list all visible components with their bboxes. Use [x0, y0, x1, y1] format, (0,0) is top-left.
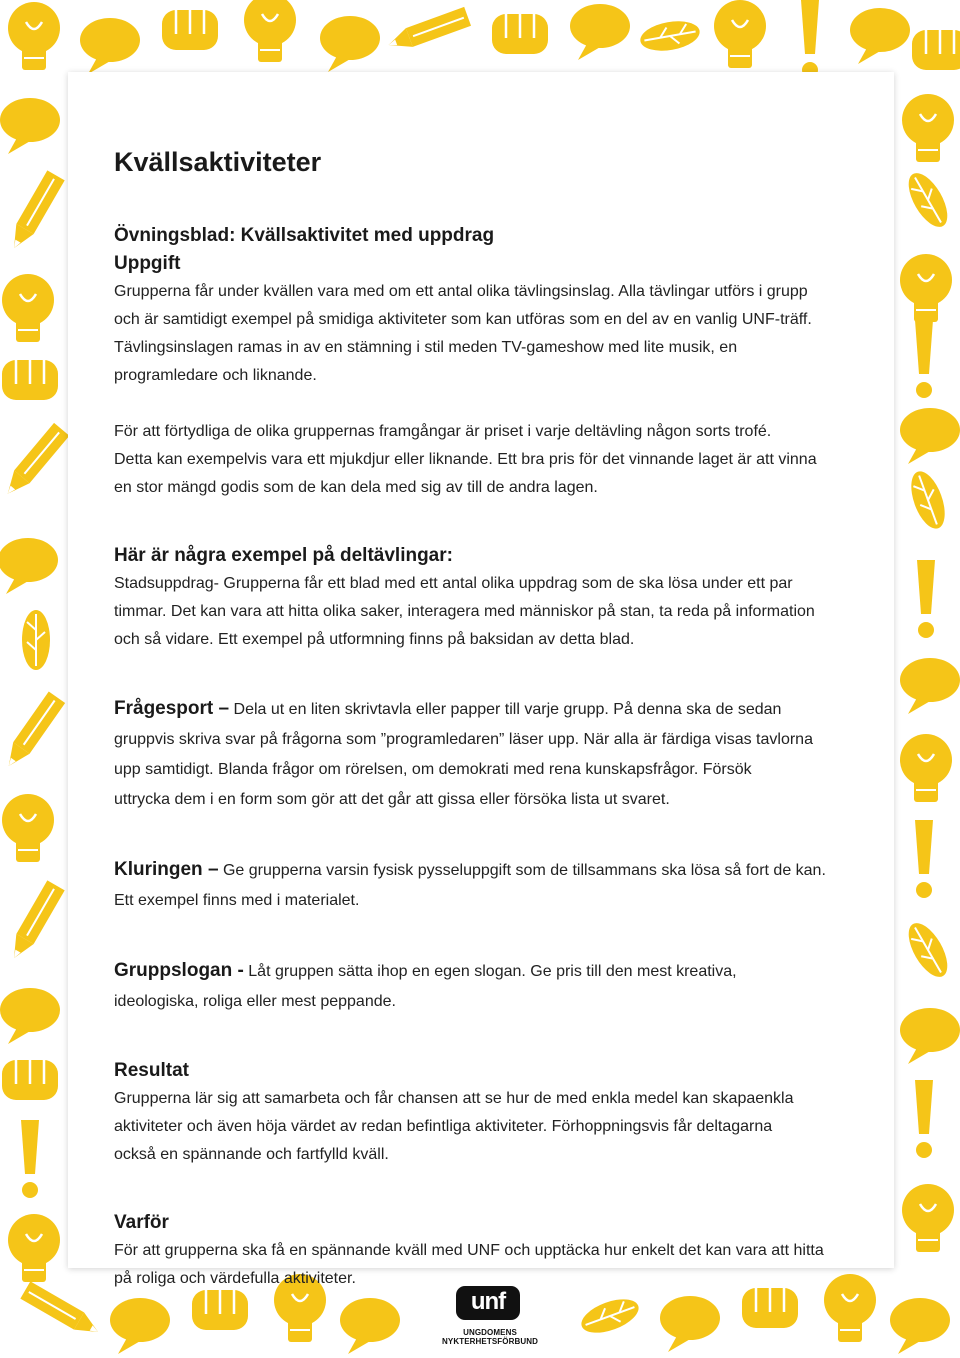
why-line: på roliga och värdefulla aktiviteter.: [114, 1270, 356, 1287]
result-heading: Resultat: [114, 1060, 189, 1081]
stadsuppdrag-line: timmar. Det kan vara att hitta olika saker, interagera med människor på stan, ta reda på information: [114, 603, 815, 620]
prize-line: Detta kan exempelvis vara ett mjukdjur eller liknande. Ett bra pris för det vinnande laget är att vinna: [114, 451, 817, 468]
kluringen-label: Kluringen –: [114, 859, 219, 880]
fragesport-line: upp samtidigt. Blanda frågor om rörelsen, om demokrati med rena kunskapsfrågor. Försök: [114, 761, 752, 778]
gruppslogan-first-line: Låt gruppen sätta ihop en egen slogan. Ge pris till den mest kreativa,: [243, 963, 737, 980]
kluringen-first-line: Ge grupperna varsin fysisk pysseluppgift som de tillsammans ska lösa så fort de kan.: [218, 862, 826, 879]
stadsuppdrag-line: och så vidare. Ett exempel på utformning finns på baksidan av detta blad.: [114, 631, 635, 648]
kluringen-line: Ett exempel finns med i materialet.: [114, 892, 360, 909]
result-line: aktiviteter och även höja värdet av redan befintliga aktiviteter. Förhoppningsvis får deltagarna: [114, 1118, 773, 1135]
worksheet-heading: Övningsblad: Kvällsaktivitet med uppdrag: [114, 225, 495, 246]
task-line: programledare och liknande.: [114, 367, 317, 384]
task-line: Grupperna får under kvällen vara med om ett antal olika tävlingsinslag. Alla tävlingar utförs i grupp: [114, 283, 808, 300]
why-line: För att grupperna ska få en spännande kväll med UNF och upptäcka hur enkelt det kan vara att hitta: [114, 1242, 824, 1259]
prize-line: en stor mängd godis som de kan dela med sig av till de andra lagen.: [114, 479, 598, 496]
task-heading: Uppgift: [114, 253, 181, 274]
result-line: också en spännande och fartfylld kväll.: [114, 1146, 389, 1163]
result-line: Grupperna lär sig att samarbeta och får chansen att se hur de med enkla medel kan skapaenkla: [114, 1090, 794, 1107]
why-heading: Varför: [114, 1212, 169, 1233]
unf-logo: [420, 1284, 560, 1344]
unf-logo-mark: unf: [456, 1286, 520, 1320]
fragesport-label: Frågesport –: [114, 698, 230, 719]
task-line: Tävlingsinslagen ramas in av en stämning i stil meden TV-gameshow med lite musik, en: [114, 339, 738, 356]
task-line: och är samtidigt exempel på smidiga aktiviteter som kan utföras som en del av en vanlig UNF-träff.: [114, 311, 812, 328]
prize-line: För att förtydliga de olika gruppernas framgångar är priset i varje deltävling någon sorts trofé.: [114, 423, 772, 440]
fragesport-paragraph: [114, 694, 854, 725]
fragesport-line: gruppvis skriva svar på frågorna som ”programledaren” läser upp. När alla är färdiga visas tavlorna: [114, 731, 813, 748]
fragesport-line: uttrycka dem i en form som gör att det går att gissa eller försöka lista ut svaret.: [114, 791, 670, 808]
examples-heading: Här är några exempel på deltävlingar:: [114, 545, 453, 566]
gruppslogan-line: ideologiska, roliga eller mest peppande.: [114, 993, 396, 1010]
fragesport-first-line: Dela ut en liten skrivtavla eller papper till varje grupp. På denna ska de sedan: [229, 701, 782, 718]
gruppslogan-paragraph: [114, 956, 854, 987]
document-content: [114, 140, 854, 1293]
unf-logo-text: UNGDOMENS NYKTERHETSFÖRBUND: [442, 1328, 538, 1346]
gruppslogan-label: Gruppslogan -: [114, 960, 244, 981]
kluringen-paragraph: [114, 855, 854, 886]
page-title: Kvällsaktiviteter: [114, 147, 322, 177]
stadsuppdrag-line: Stadsuppdrag- Grupperna får ett blad med ett antal olika uppdrag som de ska lösa under ett par: [114, 575, 793, 592]
